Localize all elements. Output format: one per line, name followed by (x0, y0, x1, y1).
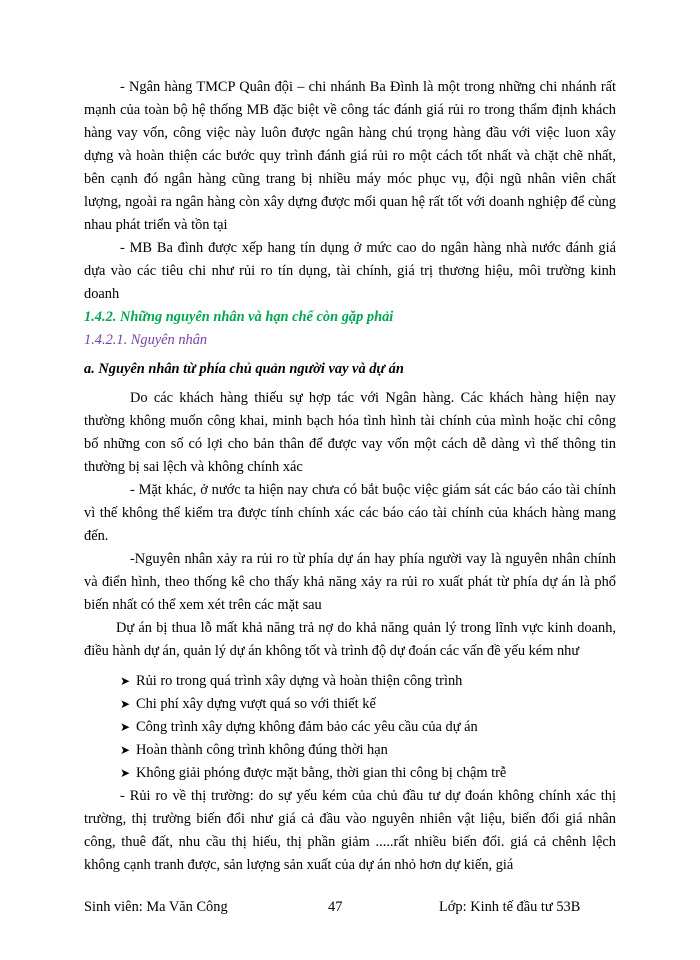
footer-student-name: Sinh viên: Ma Văn Công (84, 899, 228, 915)
list-item: ➤ Công trình xây dựng không đảm bảo các yêu cầu của dự án (120, 716, 616, 739)
risk-bullet-list (84, 670, 616, 785)
page-body (84, 76, 616, 877)
heading-section-1-4-2-1: 1.4.2.1. Nguyên nhân (84, 332, 208, 348)
paragraph-mb-ba-dinh-intro: - Ngân hàng TMCP Quân đội – chi nhánh Ba Đình là một trong những chi nhánh rất mạnh của toàn bộ hệ thống MB đặc biệt về công tác đánh giá rủi ro trong thẩm định khách hàng vay vốn, công việc này luôn được ngân hàng chú trọng hàng đầu với việc luon xây dựng và hoàn thiện các bước quy trình đánh giá rủi ro một cách tốt nhất và chặt chẽ nhất, bên cạnh đó ngân hàng cũng trang bị nhiều máy móc phục vụ, đội ngũ nhân viên chất lượng, ngoài ra ngân hàng còn xây dựng được mối quan hệ rất tốt với doanh nghiệp để cùng nhau phát triển và tồn tại (84, 79, 616, 233)
paragraph-financial-reports: - Mặt khác, ở nước ta hiện nay chưa có bắt buộc việc giám sát các báo cáo tài chính vì thế không thể kiểm tra được tính chính xác các báo cáo tài chính của khách hàng mang đến. (84, 482, 616, 544)
paragraph-project-risk-cause: -Nguyên nhân xảy ra rủi ro từ phía dự án hay phía người vay là nguyên nhân chính và điển hình, theo thống kê cho thấy khả năng xảy ra rủi ro xuất phát từ phía dự án là phổ biến nhất có thể xem xét trên các mặt sau (84, 551, 616, 613)
list-item: ➤ Chi phí xây dựng vượt quá so với thiết kế (120, 693, 616, 716)
footer-page-number: 47 (328, 899, 343, 915)
list-item: ➤ Hoàn thành công trình không đúng thời hạn (120, 739, 616, 762)
list-item: ➤ Rủi ro trong quá trình xây dựng và hoàn thiện công trình (120, 670, 616, 693)
footer-class-name: Lớp: Kinh tế đầu tư 53B (439, 899, 581, 915)
paragraph-project-loss: Dự án bị thua lỗ mất khả năng trả nợ do khả năng quản lý trong lĩnh vực kinh doanh, điều hành dự án, quản lý dự án không tốt và trình độ dự đoán các vấn đề yếu kém như (84, 620, 616, 659)
paragraph-credit-rating: - MB Ba đình được xếp hang tín dụng ở mức cao do ngân hàng nhà nước đánh giá dựa vào các tiêu chi như rủi ro tín dụng, tài chính, giá trị thương hiệu, môi trường kinh doanh (84, 240, 616, 302)
paragraph-market-risk: - Rủi ro về thị trường: do sự yếu kém của chủ đầu tư dự đoán không chính xác thị trường, thị trường biến đổi như giá cả đầu vào nguyên nhiên vật liệu, biến đổi giá nhân công, thuê đất, nhu cầu thị hiếu, thị phần giảm .....rất nhiều biến đổi. giá cả chênh lệch không cạnh tranh được, sản lượng sản xuất của dự án nhỏ hơn dự kiến, giá (84, 788, 616, 873)
heading-section-1-4-2: 1.4.2. Những nguyên nhân và hạn chế còn gặp phải (84, 309, 394, 325)
heading-subsection-a: a. Nguyên nhân từ phía chủ quản người vay và dự án (84, 361, 404, 377)
list-item: ➤ Không giải phóng được mặt bằng, thời gian thi công bị chậm trễ (120, 762, 616, 785)
paragraph-customer-cooperation: Do các khách hàng thiếu sự hợp tác với Ngân hàng. Các khách hàng hiện nay thường không muốn công khai, minh bạch hóa tình hình tài chính của mình hoặc chỉ công bố những con số có lợi cho bản thân để được vay vốn một cách dễ dàng vì thế thông tin thường bị sai lệch và không chính xác (84, 390, 616, 475)
